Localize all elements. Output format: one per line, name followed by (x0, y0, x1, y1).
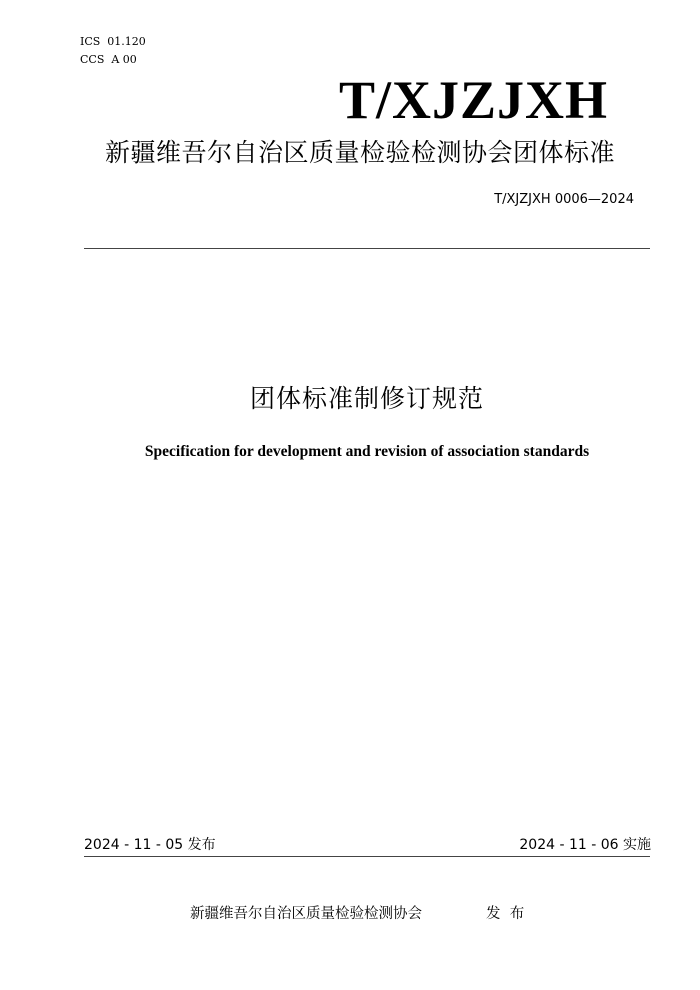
standard-number: T/XJZJXH 0006—2024 (494, 192, 634, 207)
ics-code: ICS 01.120 (80, 35, 146, 48)
top-divider (84, 248, 650, 249)
ccs-code: CCS A 00 (80, 53, 137, 66)
association-logo-text: T/XJZJXH (338, 70, 608, 130)
organization-standard-title: 新疆维吾尔自治区质量检验检测协会团体标准 (104, 138, 615, 167)
document-title-chinese: 团体标准制修订规范 (249, 384, 484, 413)
implementation-date: 2024 - 11 - 06 实施 (519, 837, 651, 853)
publish-label: 发 布 (486, 906, 525, 922)
publisher-name: 新疆维吾尔自治区质量检验检测协会 (190, 906, 422, 922)
bottom-divider (84, 856, 650, 857)
document-title-english: Specification for development and revision of association standards (144, 443, 590, 460)
issue-date: 2024 - 11 - 05 发布 (84, 837, 216, 853)
